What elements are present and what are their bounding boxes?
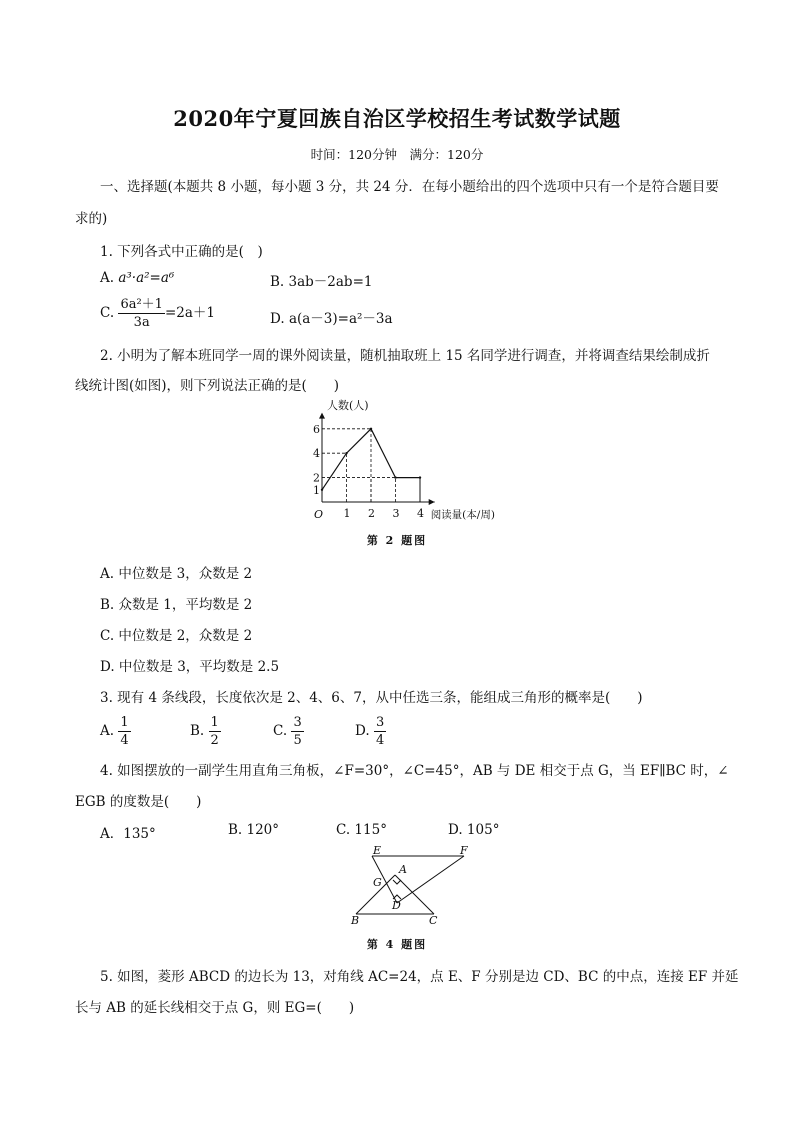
q3-option-c-denominator: 5 xyxy=(293,733,302,748)
q2-option-c: C. 中位数是 2，众数是 2 xyxy=(100,628,253,644)
data-point xyxy=(394,476,396,478)
y-tick-label: 6 xyxy=(313,422,320,436)
right-angle-mark-a xyxy=(393,880,401,884)
q1-option-c-denominator: 3a xyxy=(133,315,150,330)
q4-stem-line2: EGB 的度数是( ) xyxy=(75,794,202,810)
q4-option-a: A．135° xyxy=(100,826,156,842)
q3-stem: 3. 现有 4 条线段，长度依次是 2、4、6、7，从中任选三条，能组成三角形的概率是( ) xyxy=(100,690,643,706)
x-tick-label: 1 xyxy=(343,507,351,520)
q4-option-b: B. 120° xyxy=(228,822,280,838)
y-tick-label: 2 xyxy=(313,471,320,485)
q1-option-c-numerator: 6a²＋1 xyxy=(120,297,163,312)
x-tick-label: 4 xyxy=(417,507,424,520)
q4-stem-line1: 4. 如图摆放的一副学生用直角三角板，∠F=30°，∠C=45°，AB 与 DE 相交于点 G，当 EF∥BC 时，∠ xyxy=(100,763,729,779)
y-tick-label: 4 xyxy=(313,447,320,461)
q1-option-d-text: a(a－3)=a²－3a xyxy=(288,311,393,327)
q3-option-b-label: B. xyxy=(190,723,205,739)
q4-figure-caption: 第 4 题图 xyxy=(366,938,428,951)
q3-option-b-numerator: 1 xyxy=(210,715,219,730)
q3-option-c-numerator: 3 xyxy=(293,715,302,730)
q1-stem: 1. 下列各式中正确的是( ) xyxy=(100,244,263,260)
q5-stem-line2: 长与 AB 的延长线相交于点 G，则 EG=( ) xyxy=(75,1000,355,1016)
x-tick-label: 2 xyxy=(368,507,375,520)
q1-option-c xyxy=(100,296,215,331)
data-point xyxy=(370,428,372,430)
q1-option-c-rest: =2a＋1 xyxy=(164,305,215,321)
q2-figure-caption: 第 2 题图 xyxy=(366,534,428,547)
data-point xyxy=(419,476,421,478)
q3-option-a-numerator: 1 xyxy=(120,715,129,730)
point-a-label: A xyxy=(399,863,407,876)
q3-option-a-label: A. xyxy=(100,723,115,739)
q2-line-chart xyxy=(300,396,520,522)
point-b-label: B xyxy=(351,914,360,927)
point-d-label: D xyxy=(392,899,401,912)
q4-triangles-diagram xyxy=(340,842,480,930)
q2-stem-line1: 2. 小明为了解本班同学一周的课外阅读量，随机抽取班上 15 名同学进行调查，并将调查结果绘制成折 xyxy=(100,348,710,364)
y-axis-arrow xyxy=(319,413,325,419)
x-tick-label: 3 xyxy=(392,507,400,520)
data-point xyxy=(321,489,323,491)
q3-option-d-denominator: 4 xyxy=(375,733,385,748)
q1-option-c-fraction xyxy=(118,296,165,331)
section-heading-line1: 一、选择题(本题共 8 小题，每小题 3 分，共 24 分．在每小题给出的四个选项中只有一个是符合题目要 xyxy=(100,179,719,195)
section-heading-line2: 求的) xyxy=(75,211,108,227)
q1-option-a xyxy=(100,270,174,286)
point-f-label: F xyxy=(460,844,468,857)
q1-option-a-label: A. xyxy=(100,270,115,286)
q4-option-d: D. 105° xyxy=(448,822,500,838)
q1-option-a-text: a³·a²=a⁶ xyxy=(118,270,175,286)
q1-option-b xyxy=(270,270,372,290)
q1-option-b-text: 3ab－2ab=1 xyxy=(288,274,373,290)
q1-option-b-label: B. xyxy=(270,274,285,290)
q2-option-d: D. 中位数是 3，平均数是 2.5 xyxy=(100,659,280,675)
q3-option-b-denominator: 2 xyxy=(210,733,219,748)
q4-option-c: C. 115° xyxy=(336,822,387,838)
q3-option-b xyxy=(190,714,221,749)
q2-option-b: B. 众数是 1，平均数是 2 xyxy=(100,597,253,613)
q1-option-d-label: D. xyxy=(270,311,285,327)
y-axis-title: 人数(人) xyxy=(327,399,369,412)
exam-info: 时间：120分钟 满分：120分 xyxy=(310,147,484,162)
q3-option-c xyxy=(273,714,304,749)
q1-option-c-label: C. xyxy=(100,305,115,321)
segment-fd xyxy=(397,856,464,903)
data-point xyxy=(345,452,347,454)
q1-option-d xyxy=(270,307,393,327)
q3-option-d-numerator: 3 xyxy=(375,715,385,730)
point-g-label: G xyxy=(373,876,382,889)
x-axis-arrow xyxy=(429,499,435,505)
q5-stem-line1: 5. 如图，菱形 ABCD 的边长为 13，对角线 AC=24，点 E、F 分别是边 CD、BC 的中点，连接 EF 并延 xyxy=(100,969,739,985)
origin-label: O xyxy=(314,508,324,521)
page-title: 2020年宁夏回族自治区学校招生考试数学试题 xyxy=(173,106,621,131)
point-c-label: C xyxy=(429,914,438,927)
q3-option-d-label: D. xyxy=(355,723,370,739)
q3-option-d xyxy=(355,714,386,749)
q3-option-a-denominator: 4 xyxy=(120,733,129,748)
point-e-label: E xyxy=(373,844,382,857)
q3-option-c-label: C. xyxy=(273,723,288,739)
x-axis-title: 阅读量(本/周) xyxy=(430,509,495,521)
q3-option-a xyxy=(100,714,131,749)
q2-option-a: A. 中位数是 3，众数是 2 xyxy=(100,566,253,582)
q2-stem-line2: 线统计图(如图)，则下列说法正确的是( ) xyxy=(75,378,340,394)
y-tick-label: 1 xyxy=(313,483,320,497)
